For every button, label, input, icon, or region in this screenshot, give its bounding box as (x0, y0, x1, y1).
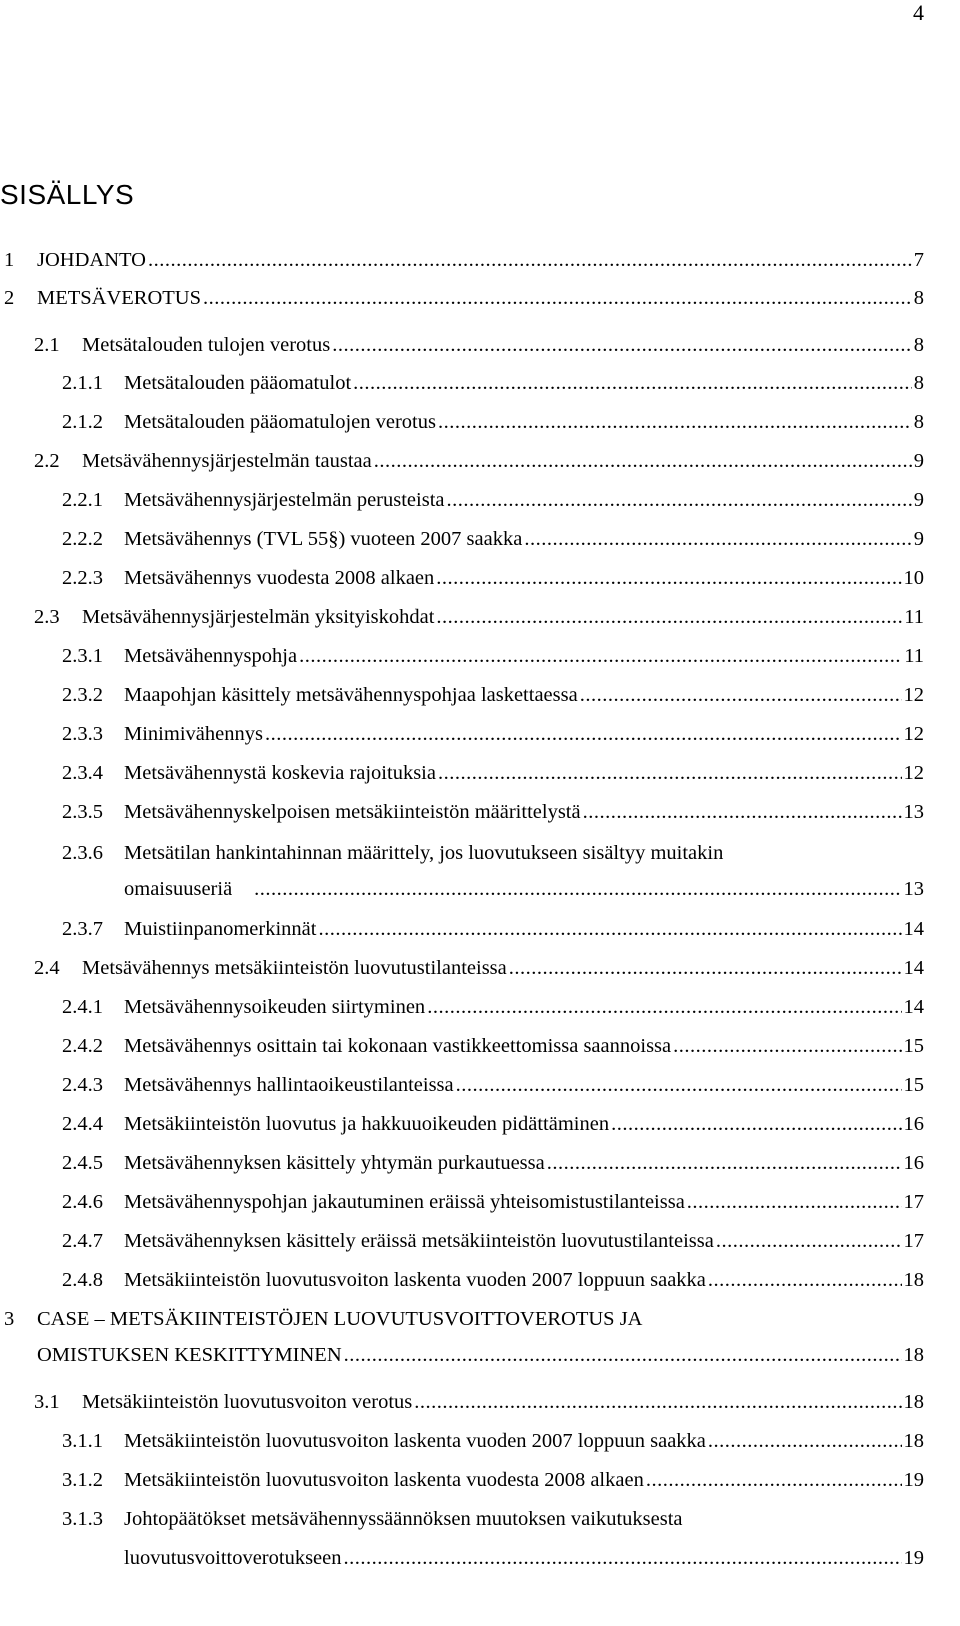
page-number: 4 (913, 0, 924, 25)
toc-entry-number: 2.4.5 (62, 1152, 103, 1174)
dot-leader (583, 799, 902, 825)
toc-entry[interactable] (62, 1189, 924, 1215)
dot-leader (687, 1189, 902, 1215)
toc-entry-number: 3.1.2 (62, 1469, 103, 1491)
toc-entry-page: 12 (903, 762, 924, 784)
toc-entry-title-continued: luovutusvoittoverotukseen (124, 1547, 342, 1569)
dot-leader (318, 916, 901, 942)
dot-leader (524, 526, 911, 552)
toc-entry-title: Metsävähennyspohjan jakautuminen eräissä yhteisomistustilanteissa (124, 1191, 685, 1213)
toc-entry-title: Muistiinpanomerkinnät (124, 918, 317, 940)
toc-entry[interactable] (34, 448, 924, 474)
toc-entry-number: 2.2 (34, 450, 60, 472)
toc-entry-number: 2.2.3 (62, 567, 103, 589)
toc-entry-first-line[interactable] (62, 1506, 683, 1532)
toc-entry-number: 2.4.7 (62, 1230, 103, 1252)
toc-entry-number: 2.4 (34, 957, 60, 979)
toc-entry-page: 19 (903, 1469, 924, 1491)
dot-leader (427, 994, 901, 1020)
toc-entry-number: 2.3.1 (62, 645, 103, 667)
toc-entry-title: Metsäkiinteistön luovutus ja hakkuuoikeuden pidättäminen (124, 1113, 610, 1135)
dot-leader (708, 1428, 902, 1454)
dot-leader (299, 643, 902, 669)
toc-entry-page: 18 (903, 1391, 924, 1413)
toc-entry-title: Metsävähennysjärjestelmän taustaa (82, 450, 372, 472)
toc-entry-number: 2.3.4 (62, 762, 103, 784)
toc-entry-number: 2.4.2 (62, 1035, 103, 1057)
toc-entry[interactable] (37, 1342, 924, 1368)
toc-entry-number: 3.1.3 (62, 1508, 103, 1530)
toc-entry-title: Metsävähennyspohja (124, 645, 298, 667)
dot-leader (344, 1545, 902, 1571)
dot-leader (265, 721, 902, 747)
dot-leader (509, 955, 902, 981)
toc-entry-page: 11 (904, 645, 924, 667)
toc-entry[interactable] (34, 1389, 924, 1415)
toc-entry-number: 2.3.3 (62, 723, 103, 745)
toc-entry-title: Metsätalouden pääomatulojen verotus (124, 411, 436, 433)
toc-entry[interactable] (62, 760, 924, 786)
toc-entry[interactable] (62, 1228, 924, 1254)
toc-title: SISÄLLYS (0, 179, 135, 210)
toc-entry[interactable] (4, 247, 924, 273)
toc-entry-page: 8 (913, 372, 924, 394)
toc-entry[interactable] (62, 994, 924, 1020)
toc-entry[interactable] (62, 1428, 924, 1454)
dot-leader (438, 760, 902, 786)
toc-entry-title: Metsävähennysjärjestelmän perusteista (124, 489, 445, 511)
toc-entry-number: 3.1.1 (62, 1430, 103, 1452)
toc-entry-number: 2.4.3 (62, 1074, 103, 1096)
toc-entry-page: 9 (913, 489, 924, 511)
toc-entry-page: 19 (903, 1547, 924, 1569)
toc-entry[interactable] (34, 604, 924, 630)
toc-entry-number: 2.3.5 (62, 801, 103, 823)
dot-leader (148, 247, 912, 273)
toc-entry[interactable] (62, 1111, 924, 1137)
toc-entry-page: 13 (903, 878, 924, 900)
toc-entry-page: 11 (904, 606, 924, 628)
dot-leader (436, 604, 902, 630)
toc-entry-page: 17 (903, 1230, 924, 1252)
toc-entry-page: 12 (903, 684, 924, 706)
toc-entry-page: 15 (903, 1074, 924, 1096)
toc-entry-title-continued: OMISTUKSEN KESKITTYMINEN (37, 1344, 342, 1366)
toc-entry-title: Metsätalouden pääomatulot (124, 372, 352, 394)
dot-leader (547, 1150, 902, 1176)
toc-entry[interactable] (62, 721, 924, 747)
toc-entry[interactable] (62, 1150, 924, 1176)
toc-entry-page: 14 (903, 957, 924, 979)
toc-entry[interactable] (34, 955, 924, 981)
toc-entry-title: Metsävähennyskelpoisen metsäkiinteistön määrittelystä (124, 801, 581, 823)
dot-leader (353, 370, 912, 396)
toc-entry-title: Metsävähennys (TVL 55§) vuoteen 2007 saakka (124, 528, 523, 550)
dot-leader (332, 332, 912, 358)
toc-entry-number: 2.1.1 (62, 372, 103, 394)
toc-entry-number: 2.3.6 (62, 842, 103, 864)
toc-entry-title: Metsäkiinteistön luovutusvoiton laskenta vuodesta 2008 alkaen (124, 1469, 644, 1491)
toc-entry-title: Metsävähennys hallintaoikeustilanteissa (124, 1074, 454, 1096)
toc-entry-number: 2.3.2 (62, 684, 103, 706)
dot-leader (438, 409, 912, 435)
toc-entry-page: 10 (903, 567, 924, 589)
toc-entry[interactable] (62, 409, 924, 435)
toc-entry-number: 2.4.4 (62, 1113, 103, 1135)
toc-entry-title: CASE – METSÄKIINTEISTÖJEN LUOVUTUSVOITTOVEROTUS JA (37, 1308, 643, 1330)
toc-entry-title: Metsävähennyksen käsittely eräissä metsäkiinteistön luovutustilanteissa (124, 1230, 714, 1252)
toc-entry[interactable] (62, 370, 924, 396)
toc-entry-title: Metsäkiinteistön luovutusvoiton verotus (82, 1391, 413, 1413)
toc-entry[interactable] (62, 682, 924, 708)
toc-entry[interactable] (4, 285, 924, 311)
toc-entry-number: 2.3.7 (62, 918, 103, 940)
toc-entry-page: 8 (913, 411, 924, 433)
toc-entry[interactable] (62, 1267, 924, 1293)
toc-entry-page: 18 (903, 1269, 924, 1291)
toc-entry-title: Metsävähennysjärjestelmän yksityiskohdat (82, 606, 435, 628)
toc-entry-title: Metsätilan hankintahinnan määrittely, jos luovutukseen sisältyy muitakin (124, 842, 724, 864)
toc-entry[interactable] (62, 1467, 924, 1493)
toc-entry-first-line[interactable] (62, 840, 723, 866)
toc-entry-number: 2.4.6 (62, 1191, 103, 1213)
toc-entry[interactable] (62, 916, 924, 942)
toc-entry-page: 8 (913, 334, 924, 356)
toc-entry-title: Minimivähennys (124, 723, 263, 745)
toc-entry-title: Metsävähennystä koskevia rajoituksia (124, 762, 436, 784)
toc-entry-page: 7 (913, 249, 924, 271)
toc-entry-title: Metsätalouden tulojen verotus (82, 334, 331, 356)
toc-entry-number: 2.1 (34, 334, 60, 356)
toc-entry-number: 3 (4, 1308, 15, 1330)
toc-entry[interactable] (62, 1033, 924, 1059)
toc-entry-page: 18 (903, 1344, 924, 1366)
dot-leader (344, 1342, 902, 1368)
dot-leader (673, 1033, 901, 1059)
toc-entry-first-line[interactable] (4, 1306, 643, 1332)
dot-leader (414, 1389, 901, 1415)
toc-entry-page: 13 (903, 801, 924, 823)
dot-leader (447, 487, 912, 513)
dot-leader (580, 682, 902, 708)
dot-leader (708, 1267, 902, 1293)
toc-entry-page: 16 (903, 1152, 924, 1174)
toc-entry-page: 14 (903, 918, 924, 940)
dot-leader (374, 448, 912, 474)
toc-entry-number: 2.1.2 (62, 411, 103, 433)
toc-entry-number: 2 (4, 287, 15, 309)
dot-leader (716, 1228, 902, 1254)
toc-entry-title: Maapohjan käsittely metsävähennyspohjaa laskettaessa (124, 684, 578, 706)
toc-entry-number: 2.3 (34, 606, 60, 628)
toc-entry-page: 14 (903, 996, 924, 1018)
toc-entry-number: 3.1 (34, 1391, 60, 1413)
toc-entry[interactable] (124, 876, 924, 902)
toc-entry-number: 2.4.8 (62, 1269, 103, 1291)
toc-entry-page: 12 (903, 723, 924, 745)
dot-leader (203, 285, 912, 311)
toc-entry[interactable] (62, 487, 924, 513)
toc-entry[interactable] (62, 1072, 924, 1098)
dot-leader (436, 565, 901, 591)
toc-entry-title: Metsäkiinteistön luovutusvoiton laskenta vuoden 2007 loppuun saakka (124, 1269, 706, 1291)
dot-leader (254, 876, 901, 902)
toc-entry-page: 15 (903, 1035, 924, 1057)
toc-entry-title: Metsävähennysoikeuden siirtyminen (124, 996, 426, 1018)
toc-entry[interactable] (62, 565, 924, 591)
toc-entry[interactable] (62, 799, 924, 825)
dot-leader (456, 1072, 902, 1098)
dot-leader (611, 1111, 901, 1137)
toc-entry-title: JOHDANTO (37, 249, 146, 271)
toc-entry-title: Metsävähennyksen käsittely yhtymän purkautuessa (124, 1152, 545, 1174)
toc-entry[interactable] (62, 526, 924, 552)
toc-entry-title: Metsäkiinteistön luovutusvoiton laskenta vuoden 2007 loppuun saakka (124, 1430, 706, 1452)
toc-entry-page: 16 (903, 1113, 924, 1135)
toc-entry[interactable] (34, 332, 924, 358)
toc-entry-number: 1 (4, 249, 15, 271)
toc-entry-title-continued: omaisuuseriä (124, 878, 233, 900)
toc-entry[interactable] (62, 643, 924, 669)
toc-entry-page: 9 (913, 528, 924, 550)
dot-leader (646, 1467, 902, 1493)
toc-entry-title: Metsävähennys metsäkiinteistön luovutustilanteissa (82, 957, 507, 979)
toc-entry-number: 2.4.1 (62, 996, 103, 1018)
toc-entry-title: Metsävähennys vuodesta 2008 alkaen (124, 567, 435, 589)
toc-entry-page: 18 (903, 1430, 924, 1452)
toc-entry[interactable] (124, 1545, 924, 1571)
toc-entry-title: Metsävähennys osittain tai kokonaan vastikkeettomissa saannoissa (124, 1035, 672, 1057)
toc-entry-page: 9 (913, 450, 924, 472)
toc-entry-page: 17 (903, 1191, 924, 1213)
toc-entry-number: 2.2.2 (62, 528, 103, 550)
toc-entry-title: Johtopäätökset metsävähennyssäännöksen muutoksen vaikutuksesta (124, 1508, 683, 1530)
toc-entry-number: 2.2.1 (62, 489, 103, 511)
toc-entry-title: METSÄVEROTUS (37, 287, 202, 309)
toc-entry-page: 8 (913, 287, 924, 309)
